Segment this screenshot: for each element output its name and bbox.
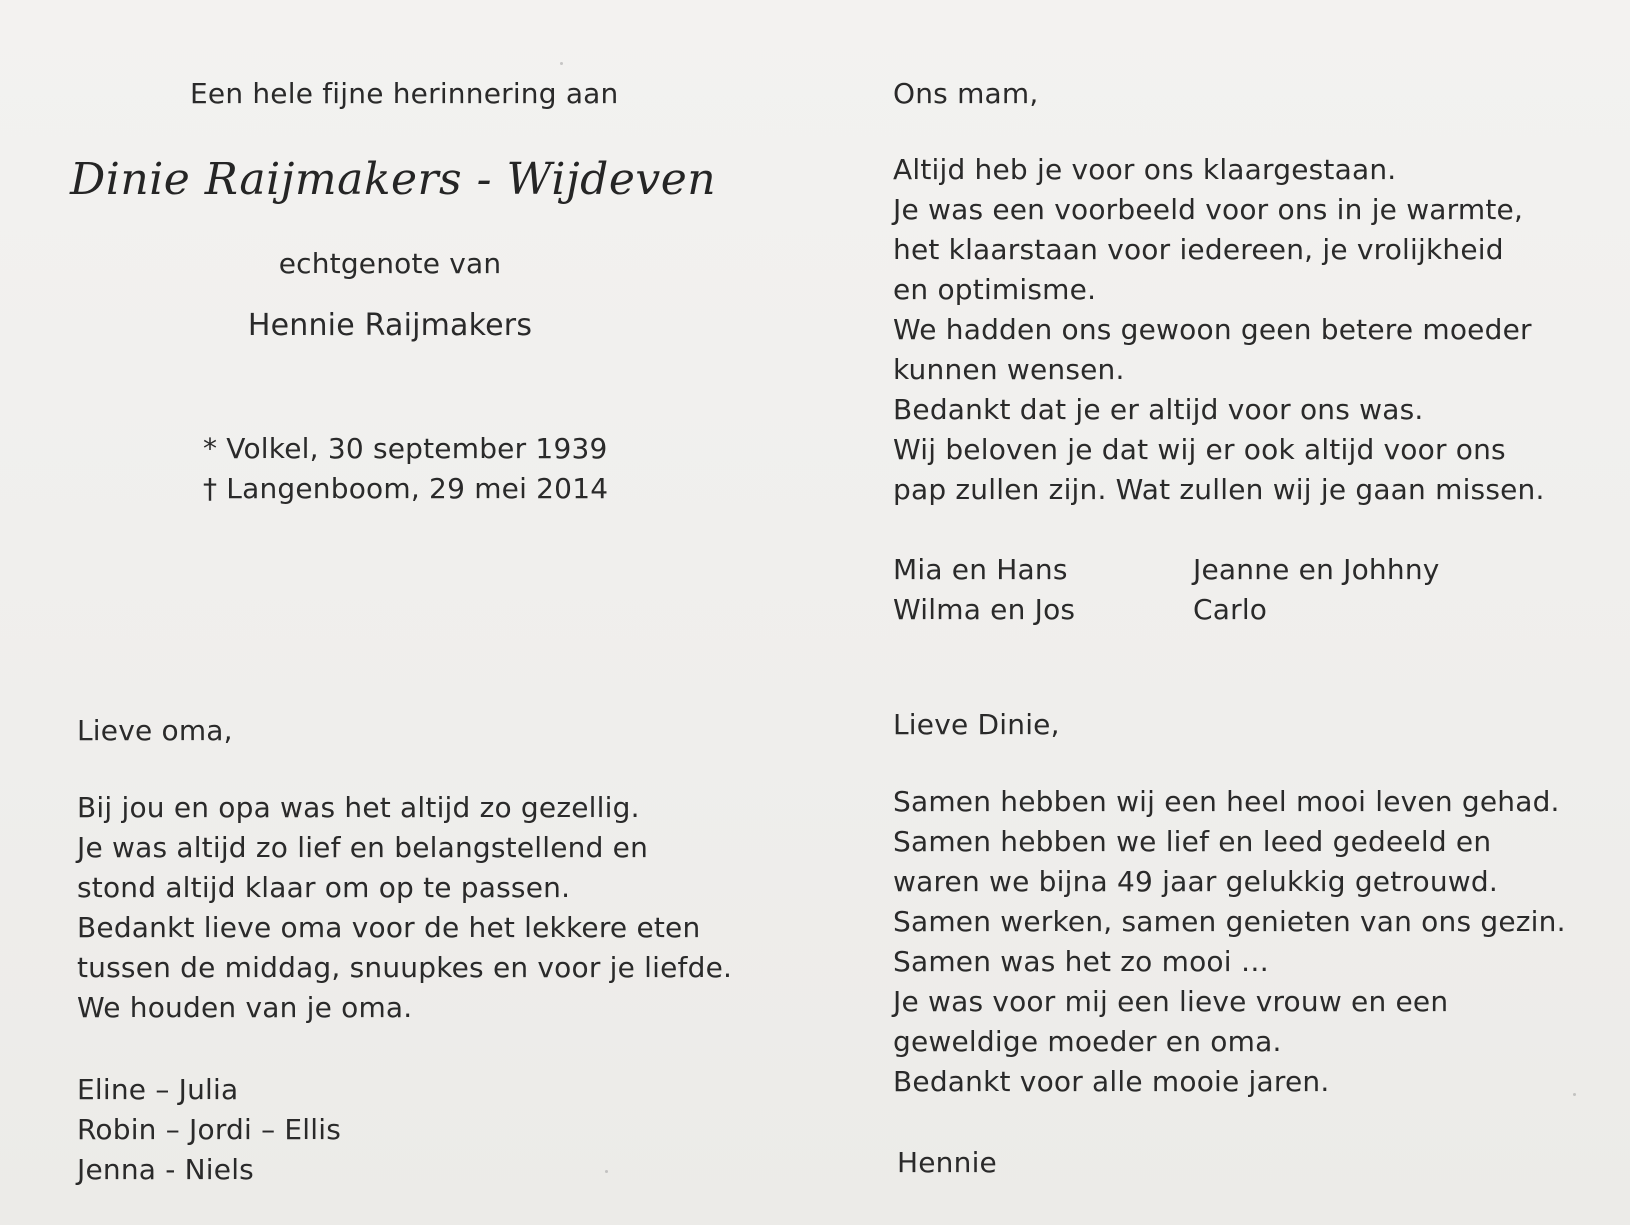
signature-line: Mia en Hans [893, 553, 1068, 586]
message-line: Samen was het zo mooi … [893, 945, 1270, 978]
signature-line: Robin – Jordi – Ellis [77, 1113, 342, 1146]
message-line: waren we bijna 49 jaar gelukkig getrouwd. [893, 865, 1498, 898]
paper-speck [1573, 1093, 1576, 1096]
message-line: Altijd heb je voor ons klaargestaan. [893, 153, 1397, 186]
message-line: pap zullen zijn. Wat zullen wij je gaan missen. [893, 473, 1545, 506]
message-line: Bedankt lieve oma voor de het lekkere eten [77, 911, 701, 944]
message-line: geweldige moeder en oma. [893, 1025, 1282, 1058]
spouse-name: Hennie Raijmakers [247, 308, 533, 343]
message-line: het klaarstaan voor iedereen, je vrolijkheid [893, 233, 1504, 266]
grandchildren-signatures [77, 1070, 341, 1190]
husband-greeting: Lieve Dinie, [893, 708, 1060, 741]
message-line: Je was altijd zo lief en belangstellend en [77, 831, 649, 864]
signature-line: Eline – Julia [77, 1073, 239, 1106]
message-line: Samen hebben we lief en leed gedeeld en [893, 825, 1492, 858]
children-signatures-right [1193, 550, 1440, 630]
paper-speck [605, 1170, 608, 1173]
signature-line: Jenna - Niels [77, 1153, 254, 1186]
children-greeting: Ons mam, [893, 77, 1039, 110]
death-line: † Langenboom, 29 mei 2014 [203, 472, 609, 505]
message-line: Bedankt voor alle mooie jaren. [893, 1065, 1330, 1098]
paper-speck [560, 62, 563, 65]
message-line: We hadden ons gewoon geen betere moeder [893, 313, 1532, 346]
birth-line: * Volkel, 30 september 1939 [203, 432, 608, 465]
children-message [893, 150, 1545, 510]
message-line: tussen de middag, snuupkes en voor je liefde. [77, 951, 733, 984]
message-line: Je was voor mij een lieve vrouw en een [893, 985, 1449, 1018]
intro-text: Een hele fijne herinnering aan [190, 77, 619, 110]
message-line: en optimisme. [893, 273, 1097, 306]
message-line: We houden van je oma. [77, 991, 413, 1024]
signature-line: Wilma en Jos [893, 593, 1076, 626]
message-line: Je was een voorbeeld voor ons in je warmte, [893, 193, 1524, 226]
husband-message [893, 782, 1566, 1102]
message-line: Wij beloven je dat wij er ook altijd voor ons [893, 433, 1506, 466]
message-line: stond altijd klaar om op te passen. [77, 871, 571, 904]
message-line: Samen werken, samen genieten van ons gezin. [893, 905, 1566, 938]
spouse-label: echtgenote van [278, 247, 502, 280]
signature-line: Carlo [1193, 593, 1268, 626]
children-signatures-left [893, 550, 1075, 630]
message-line: Bedankt dat je er altijd voor ons was. [893, 393, 1424, 426]
signature-line: Jeanne en Johhny [1193, 553, 1440, 586]
message-line: Samen hebben wij een heel mooi leven gehad. [893, 785, 1560, 818]
husband-signature: Hennie [897, 1146, 997, 1179]
deceased-name: Dinie Raijmakers - Wijdeven [70, 154, 717, 205]
message-line: kunnen wensen. [893, 353, 1125, 386]
message-line: Bij jou en opa was het altijd zo gezellig. [77, 791, 640, 824]
grandchildren-greeting: Lieve oma, [77, 714, 233, 747]
grandchildren-message [77, 788, 732, 1028]
